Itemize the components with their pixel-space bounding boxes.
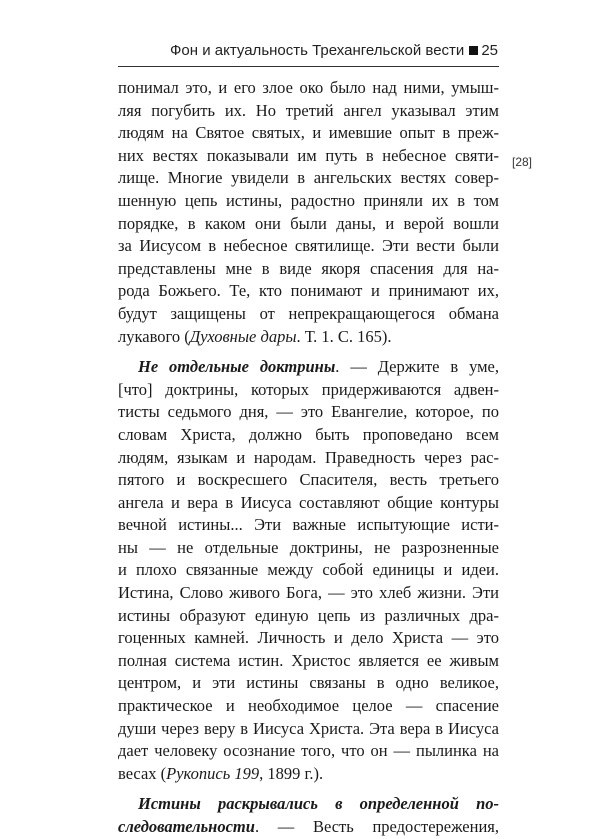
text-line: центром, и эти истины связаны в одно великое, [118, 673, 499, 693]
text-line: понимал это, и его злое око было над ними, умыш- [118, 78, 499, 97]
source-citation: Духовные дары [189, 326, 297, 346]
text-line: тисты седьмого дня, — это Евангелие, которое, по [118, 402, 499, 422]
text-fragment: . Т. 1. С. 165). [296, 326, 392, 346]
paragraph-3 [118, 793, 499, 838]
text-line: вечной истины... Эти важные испытующие исти- [118, 515, 499, 535]
paragraph-1 [118, 77, 499, 348]
page-number: 25 [481, 42, 498, 59]
text-line: людям на Святое святых, и имевшие опыт в преж- [118, 123, 499, 143]
text-line: будут защищены от непрекращающегося обмана [118, 303, 499, 323]
text-line: порядке, в каком они были даны, и верой вошли [118, 213, 499, 233]
text-line: пятого и воскресшего Спасителя, весть третьего [118, 470, 499, 490]
page-body [118, 77, 499, 839]
text-line: словам Христа, должно быть проповедано всем [118, 424, 499, 444]
section-heading: следовательности [118, 817, 255, 836]
text-line: шенную цепь истины, радостно приняли их в том [118, 190, 499, 210]
text-line: них вестях показывали им путь в небесное святи- [118, 145, 499, 165]
text-line: и плохо связанные между собой единицы и идеи. [118, 560, 499, 580]
text-line [118, 816, 499, 839]
text-line: гоценных камней. Личность и дело Христа — это [118, 628, 499, 648]
paragraph-gap [118, 348, 499, 356]
text-line: лище. Многие увидели в ангельских вестях совер- [118, 168, 499, 188]
text-fragment: лукавого ( [118, 326, 190, 346]
text-line: ляя погубить их. Но третий ангел указывал этим [118, 100, 499, 120]
paragraph-gap [118, 785, 499, 793]
text-line: [что] доктрины, которых придерживаются адвен- [118, 379, 499, 399]
separator-square-icon [469, 46, 478, 55]
text-fragment: весах ( [118, 763, 167, 783]
header-rule [118, 66, 499, 67]
running-title: Фон и актуальность Трехангельской вести [170, 42, 465, 59]
text-line [118, 326, 499, 349]
text-line: Истина, Слово живого Бога, — это хлеб жизни. Эти [118, 583, 499, 603]
text-line [118, 356, 499, 379]
text-line [118, 763, 499, 786]
source-citation: Рукопись 199 [166, 763, 260, 783]
text-fragment: , 1899 г.). [259, 763, 324, 783]
text-fragment: . — Весть предостережения, [254, 817, 499, 836]
text-line: ангела и вера в Иисуса составляют общие контуры [118, 492, 499, 512]
running-header [118, 42, 498, 59]
text-line: за Иисусом в небесное святилище. Эти вести были [118, 236, 499, 256]
text-line: рода Божьего. Те, кто понимают и принимают их, [118, 281, 499, 301]
text-line: души через веру в Иисуса Христа. Эта вера в Иисуса [118, 718, 499, 738]
margin-page-reference: [28] [512, 155, 533, 169]
paragraph-2 [118, 356, 499, 785]
text-line: дает человеку осознание того, что он — пылинка на [118, 741, 499, 761]
text-line: полная система истин. Христос является ее живым [118, 650, 499, 670]
section-heading: Не отдельные доктрины [138, 357, 336, 377]
section-heading: Истины раскрывались в определенной по- [138, 794, 499, 814]
text-fragment: . — Держите в уме, [335, 357, 499, 377]
text-line: практическое и необходимое целое — спасение [118, 696, 499, 716]
text-line: представлены мне в виде якоря спасения для на- [118, 258, 499, 278]
text-line: ны — не отдельные доктрины, не разрозненные [118, 537, 499, 557]
text-line: людям, языкам и народам. Праведность через рас- [118, 447, 499, 467]
text-line: истины образуют единую цепь из различных дра- [118, 605, 499, 625]
